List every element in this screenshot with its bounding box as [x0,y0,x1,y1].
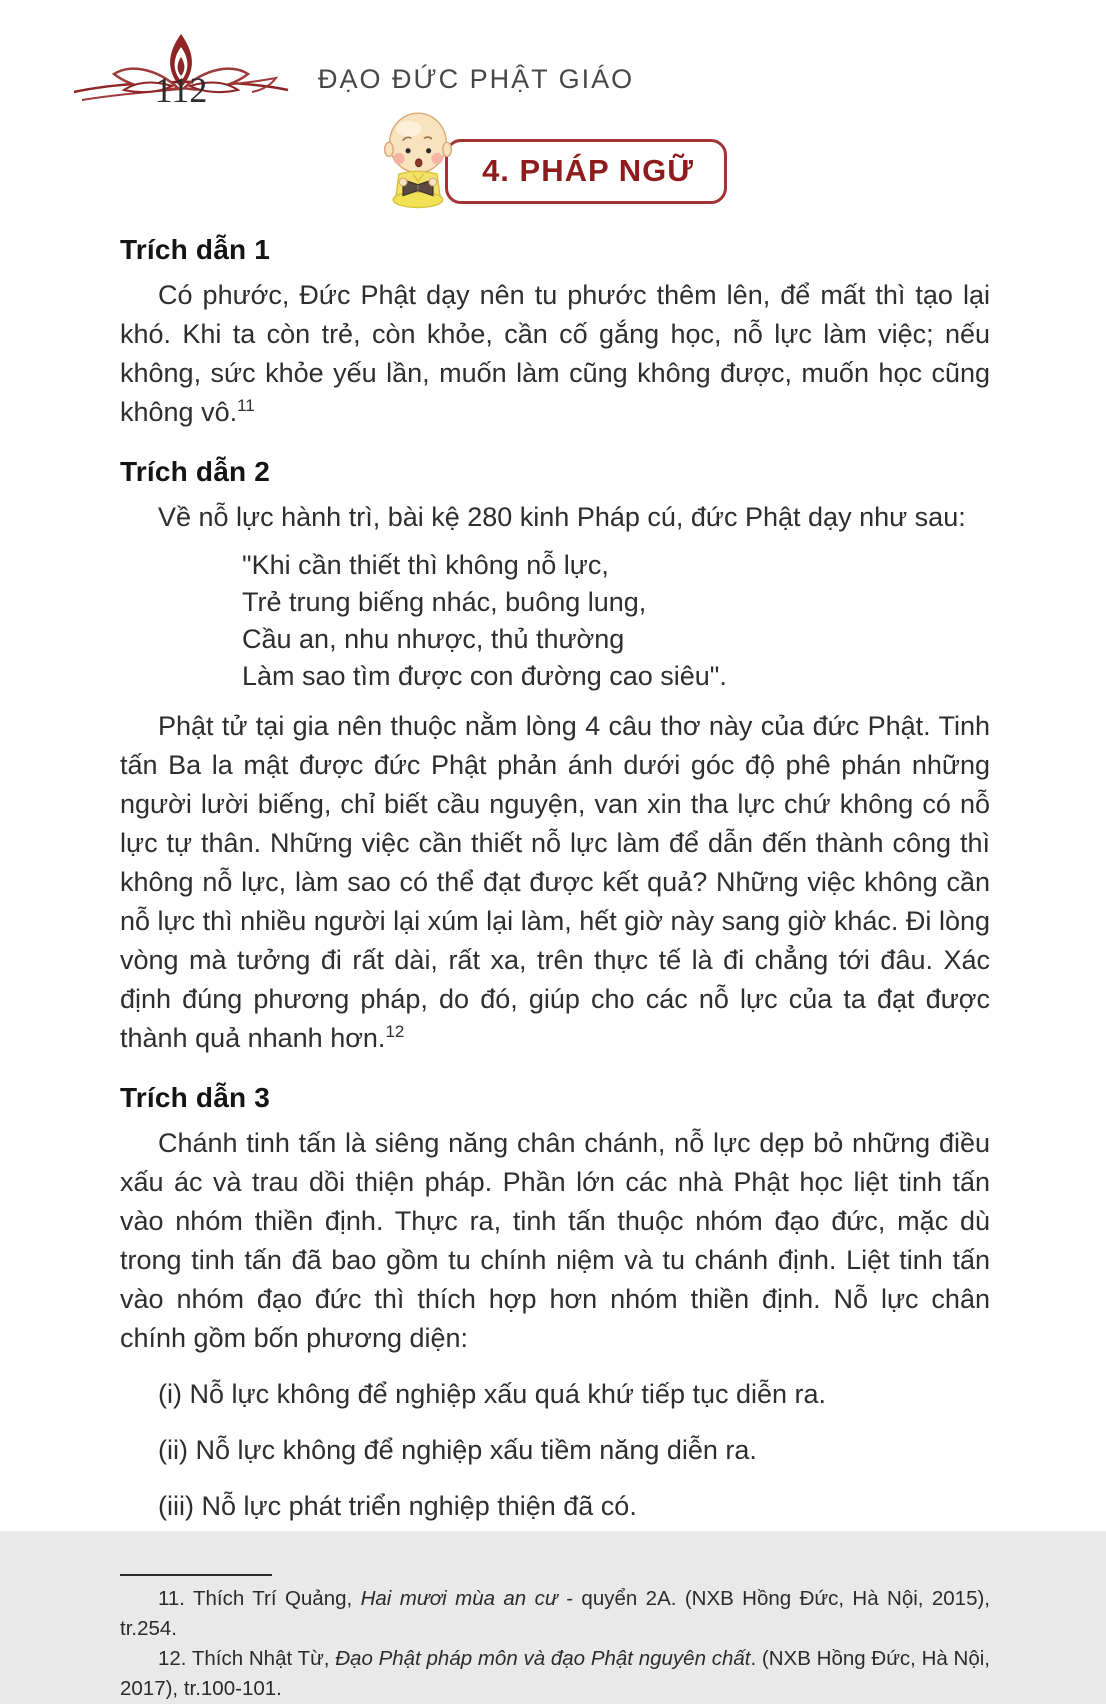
footnote-block [120,1574,990,1704]
verse-line: Làm sao tìm được con đường cao siêu". [242,661,727,691]
book-title: ĐẠO ĐỨC PHẬT GIÁO [318,63,635,94]
list-item: (ii) Nỗ lực không để nghiệp xấu tiềm năng diễn ra. [158,1435,757,1465]
footnote-12-prefix: 12. Thích Nhật Từ, [158,1647,336,1670]
quote-3-paragraph: Chánh tinh tấn là siêng năng chân chánh, nỗ lực dẹp bỏ những điều xấu ác và trau dồi thiện pháp. Phần lớn các nhà Phật học liệt tinh tấn vào nhóm thiền định. Thực ra, tinh tấn thuộc nhóm đạo đức, mặc dù trong tinh tấn đã bao gồm tu chính niệm và tu chánh định. Liệt tinh tấn vào nhóm đạo đức thì thích hợp hơn nhóm thiền định. Nỗ lực chân chính gồm bốn phương diện: [120,1128,990,1353]
footnote-12-suffix: . (NXB Hồng Đức, Hà Nội, 2017), tr.100-101. [120,1647,991,1700]
footnote-11-book-title: Hai mươi mùa an cư [360,1587,558,1610]
section-heading-3: Trích dẫn 3 [120,1082,271,1113]
chapter-badge-row [0,110,1106,210]
list-item: (iii) Nỗ lực phát triển nghiệp thiện đã có. [158,1491,637,1521]
footnote-12 [120,1644,990,1704]
section-heading-2: Trích dẫn 2 [120,456,271,487]
footnote-11-suffix: - quyển 2A. (NXB Hồng Đức, Hà Nội, 2015), tr.254. [120,1587,990,1640]
verse-line: "Khi cần thiết thì không nỗ lực, [242,550,609,580]
page-content [0,234,1106,1704]
effort-list [120,1375,990,1526]
quote-2-intro: Về nỗ lực hành trì, bài kệ 280 kinh Pháp cú, đức Phật dạy như sau: [158,502,966,532]
footnote-12-book-title: Đạo Phật pháp môn và đạo Phật nguyên chất [335,1647,751,1670]
chapter-title-badge: 4. PHÁP NGỮ [445,139,727,204]
dhammapada-verse [242,547,990,695]
page-number: 112 [154,70,208,110]
quote-2-paragraph [120,707,990,1058]
verse-line: Cầu an, nhu nhược, thủ thường [242,624,625,654]
lotus-icon [72,30,290,118]
quote-1-text: Có phước, Đức Phật dạy nên tu phước thêm lên, để mất thì tạo lại khó. Khi ta còn trẻ, còn khỏe, cần cố gắng học, nỗ lực làm việc; nếu không, sức khỏe yếu lần, muốn làm cũng không được, muốn học cũng không vô. [120,280,990,427]
lotus-page-number-icon [72,30,290,118]
reading-monk-icon [379,110,457,210]
footnote-11 [120,1584,990,1644]
quote-1-paragraph [120,276,990,432]
quote-2-text: Phật tử tại gia nên thuộc nằm lòng 4 câu thơ này của đức Phật. Tinh tấn Ba la mật được đức Phật phản ánh dưới góc độ phê phán những người lười biếng, chỉ biết cầu nguyện, van xin tha lực chứ không có nỗ lực tự thân. Những việc cần thiết nỗ lực làm để dẫn đến thành công thì không nỗ lực, làm sao có thể đạt được kết quả? Những việc không cần nỗ lực thì nhiều người lại xúm lại làm, hết giờ này sang giờ khác. Đi lòng vòng mà tưởng đi rất dài, rất xa, trên thực tế là đi chẳng tới đâu. Xác định đúng phương pháp, do đó, giúp cho các nỗ lực của ta đạt được thành quả nhanh hơn. [120,711,990,1053]
footnote-ref-12: 12 [385,1022,405,1041]
footnote-ref-11: 11 [237,396,255,415]
running-header [0,0,1106,110]
section-heading-1: Trích dẫn 1 [120,234,271,265]
verse-line: Trẻ trung biếng nhác, buông lung, [242,587,647,617]
footnote-divider [120,1574,272,1576]
list-item: (i) Nỗ lực không để nghiệp xấu quá khứ tiếp tục diễn ra. [158,1379,827,1409]
footnote-11-prefix: 11. Thích Trí Quảng, [158,1587,361,1610]
